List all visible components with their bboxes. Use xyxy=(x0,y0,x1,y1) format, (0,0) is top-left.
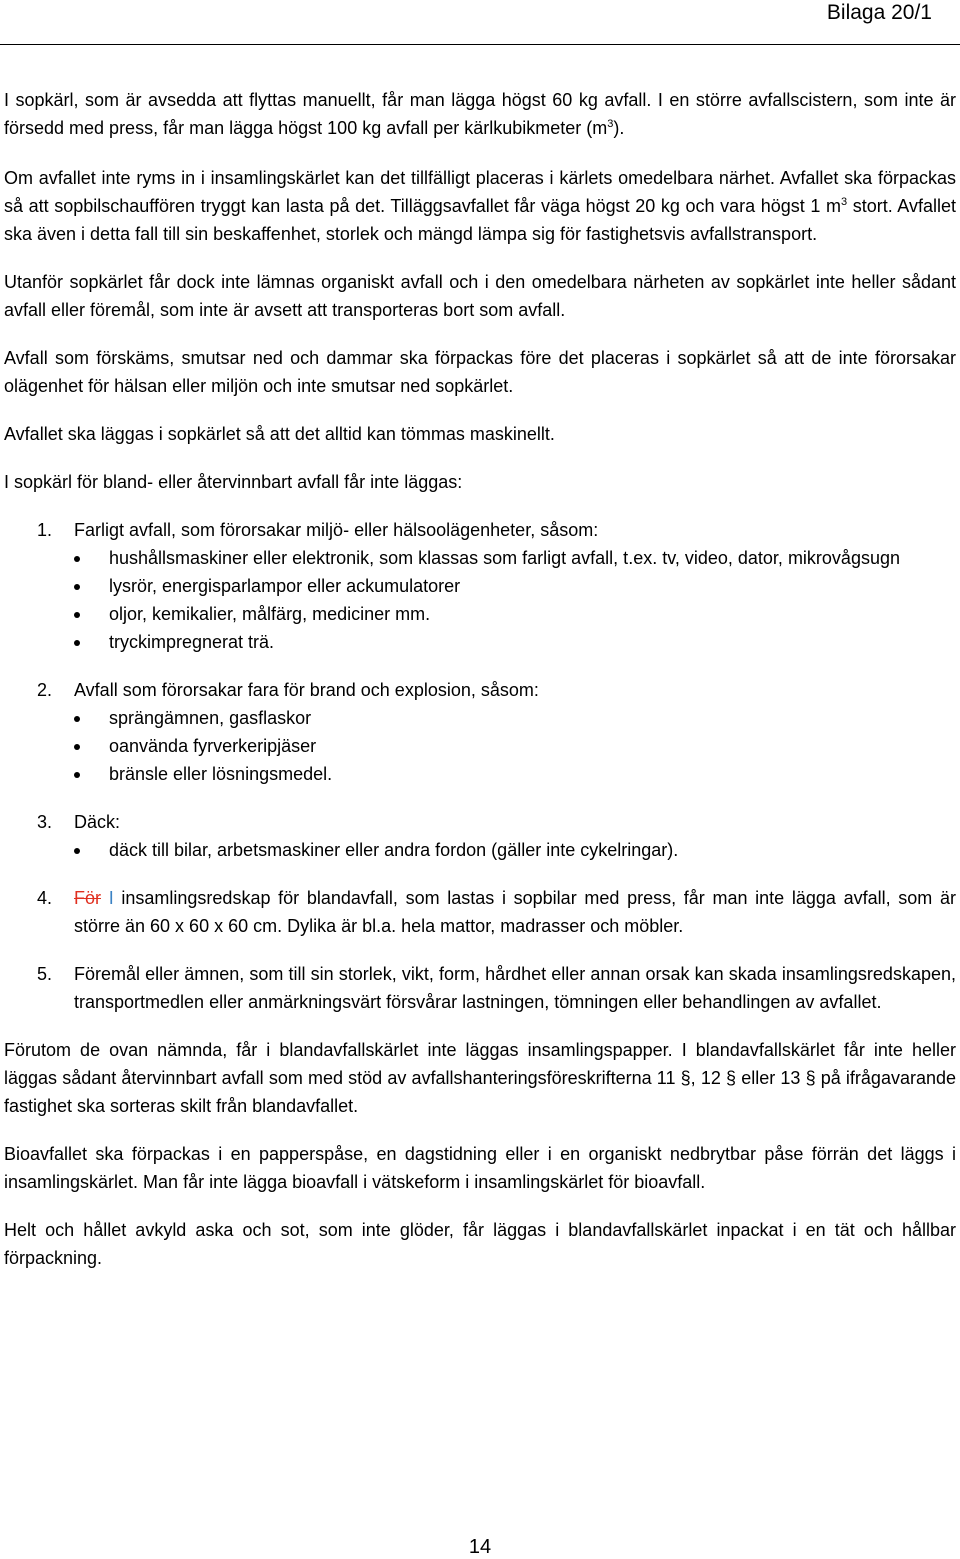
page-header: Bilaga 20/1 xyxy=(826,1,932,24)
paragraph-4: Avfall som förskäms, smutsar ned och dammar ska förpackas före det placeras i sopkärlet så att de inte förorsakar olägenhet för hälsan eller miljön och inte smutsar ned sopkärlet. xyxy=(4,348,956,396)
superscript: 3 xyxy=(840,196,848,208)
bullet-icon xyxy=(74,716,80,722)
deleted-text: För xyxy=(74,888,101,908)
bullet-list-3 xyxy=(4,836,956,864)
header-rule xyxy=(0,44,960,45)
list-item-5 xyxy=(4,960,956,1016)
list-item: tryckimpregnerat trä. xyxy=(4,628,956,656)
list-number: 5. xyxy=(37,964,53,984)
list-item-3 xyxy=(4,808,956,836)
list-item: oanvända fyrverkeripjäser xyxy=(4,732,956,760)
list-item: hushållsmaskiner eller elektronik, som klassas som farligt avfall, t.ex. tv, video, dator, mikrovågsugn xyxy=(4,544,956,572)
paragraph-after-2: Bioavfallet ska förpackas i en papperspåse, en dagstidning eller i en organiskt nedbrytbar påse förrän det läggs i insamlingskärlet. Man får inte lägga bioavfall i vätskeform i insamlingskärlet för bioavfall. xyxy=(4,1144,956,1192)
list-item-2 xyxy=(4,676,956,704)
list-item-text: Farligt avfall, som förorsakar miljö- eller hälsoolägenheter, såsom: xyxy=(74,520,599,540)
list-item: lysrör, energisparlampor eller ackumulatorer xyxy=(4,572,956,600)
list-item-4: 4. För I insamlingsredskap för blandavfall, som lastas i sopbilar med press, får man inte lägga avfall, som är större än 60 x 60 x 60 cm. Dylika är bl.a. hela mattor, madrasser och möbler. xyxy=(4,884,956,940)
page-number: 14 xyxy=(468,1536,492,1558)
paragraph-3: Utanför sopkärlet får dock inte lämnas organiskt avfall och i den omedelbara närheten av sopkärlet inte heller sådant avfall eller föremål, som inte är avsett att transporteras bort som avfall. xyxy=(4,272,956,320)
bullet-icon xyxy=(74,848,80,854)
bullet-icon xyxy=(74,772,80,778)
list-number: 1. xyxy=(37,520,53,540)
list-item-text: Föremål eller ämnen, som till sin storlek, vikt, form, hårdhet eller annan orsak kan skada insamlingsredskapen, transportmedlen eller anmärkningsvärt försvårar lastningen, tömningen eller behandlingen av avfallet. xyxy=(74,964,956,1012)
bullet-icon xyxy=(74,556,80,562)
bullet-icon xyxy=(74,640,80,646)
list-number: 2. xyxy=(37,680,53,700)
list-item-text: Avfall som förorsakar fara för brand och explosion, såsom: xyxy=(74,680,539,700)
paragraph-2: Om avfallet inte ryms in i insamlingskärlet kan det tillfälligt placeras i kärlets omedelbara närhet. Avfallet ska förpackas så att sopbilschauffören tryggt kan lasta på det. Tilläggsavfallet får väga högst 20 kg och vara högst 1 $m^3$ stort. Avfallet ska även i detta fall till sin beskaffenhet, storlek och mängd lämpa sig för fastighetsvis avfallstransport. xyxy=(4,168,957,244)
list-number: 4. xyxy=(37,888,53,908)
bullet-list-1 xyxy=(4,544,956,656)
list-item-1 xyxy=(4,516,956,544)
document-body xyxy=(4,86,956,1272)
list-item: bränsle eller lösningsmedel. xyxy=(4,760,956,788)
paragraph-6: I sopkärl för bland- eller återvinnbart avfall får inte läggas: xyxy=(4,472,463,492)
list-item: sprängämnen, gasflaskor xyxy=(4,704,956,732)
bullet-icon xyxy=(74,584,80,590)
list-item: oljor, kemikalier, målfärg, mediciner mm. xyxy=(4,600,956,628)
bullet-icon xyxy=(74,744,80,750)
list-item-text: Däck: xyxy=(74,812,121,832)
bullet-icon xyxy=(74,612,80,618)
list-number: 3. xyxy=(37,812,53,832)
paragraph-1: I sopkärl, som är avsedda att flyttas manuellt, får man lägga högst 60 kg avfall. I en större avfallscistern, som inte är försedd med press, får man lägga högst 100 kg avfall per kärlkubikmeter $(m^3)$. xyxy=(4,90,956,138)
list-item: däck till bilar, arbetsmaskiner eller andra fordon (gäller inte cykelringar). xyxy=(4,836,956,864)
superscript: 3 xyxy=(607,118,614,130)
paragraph-after-3: Helt och hållet avkyld aska och sot, som inte glöder, får läggas i blandavfallskärlet inpackat i en tät och hållbar förpackning. xyxy=(4,1220,956,1268)
bullet-list-2 xyxy=(4,704,956,788)
paragraph-5: Avfallet ska läggas i sopkärlet så att det alltid kan tömmas maskinellt. xyxy=(4,424,555,444)
inserted-text: I xyxy=(108,888,114,908)
paragraph-after-1: Förutom de ovan nämnda, får i blandavfallskärlet inte läggas insamlingspapper. I blandavfallskärlet får inte heller läggas sådant återvinnbart avfall som med stöd av avfallshanteringsföreskrifterna 11 §, 12 § eller 13 § på ifrågavarande fastighet ska sorteras skilt från blandavfallet. xyxy=(4,1040,956,1116)
